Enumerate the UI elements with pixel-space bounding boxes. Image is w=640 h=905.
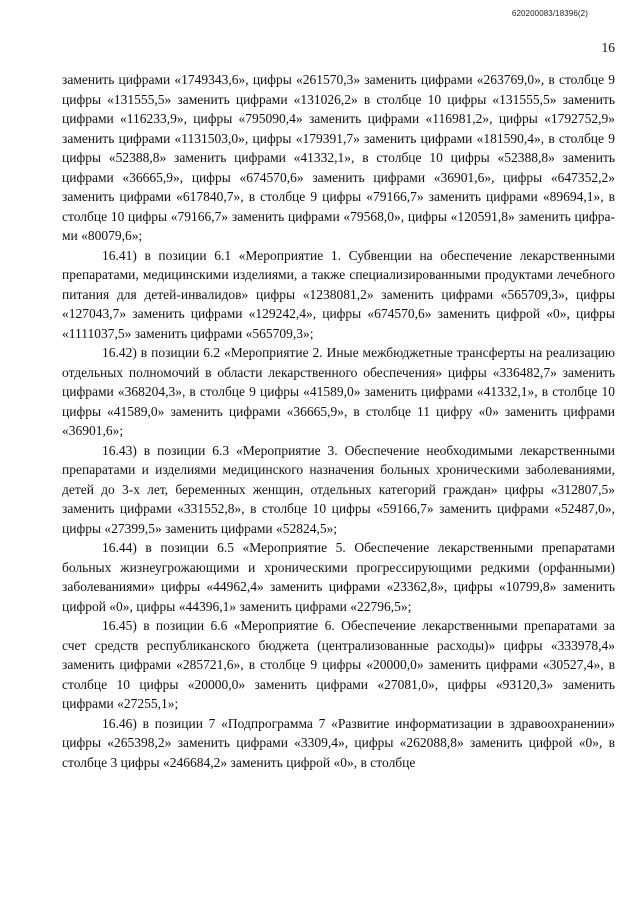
paragraph-16-42: 16.42) в позиции 6.2 «Мероприятие 2. Иные межбюджетные трансферты на реализацию отдельных полномочий в области лекарственного обеспечения» цифры «336482,7» заменить цифрами «368204,3», в столбце 9 цифры «41589,0» заменить цифрами «41332,1», в столбце 10 цифры «41589,0» заменить цифрами «36665,9», в столбце 11 цифру «0» заменить цифрами «36901,6»; — [62, 345, 615, 438]
paragraph-16-41: 16.41) в позиции 6.1 «Мероприятие 1. Субвенции на обеспечение лекарственными препаратами, медицинскими изделиями, а также специализированными продуктами лечебного питания для детей-инвалидов» цифры «1238081,2» заменить цифрами «565709,3», цифры «127043,7» заменить цифрами «129242,4», цифры «674570,6» заменить цифрой «0», цифры «1111037,5» заменить цифрами «565709,3»; — [62, 247, 615, 341]
paragraph-16-44: 16.44) в позиции 6.5 «Мероприятие 5. Обеспечение лекарственными препаратами больных жизнеугрожающими и хроническими прогрессирующими редкими (орфанными) заболеваниями» цифры «44962,4» заменить цифрами «23362,8», цифры «10799,8» заменить цифрой «0», цифры «44396,1» заменить цифрами «22796,5»; — [62, 540, 615, 614]
paragraph-16-45: 16.45) в позиции 6.6 «Мероприятие 6. Обеспечение лекарственными препаратами за счет средств республиканского бюджета (централизованные расходы)» цифры «333978,4» заменить цифрами «285721,6», в столбце 9 цифры «20000,0» заменить цифрами «30527,4», в столбце 10 цифры «20000,0» заменить цифрами «27081,0», цифры «93120,3» заменить цифрами «27255,1»; — [62, 618, 615, 711]
paragraph-continuation: заменить цифрами «1749343,6», цифры «261570,3» заменить цифрами «263769,0», в столбце 9 цифры «131555,5» заменить цифрами «131026,2» в столбце 10 цифры «131555,5» заменить цифрами «116233,9», цифры «795090,4» заменить цифрами «116981,2», цифры «1792752,9» заменить цифрами «1131503,0», цифры «179391,7» заменить цифрами «181590,4», в столбце 9 цифры «52388,8» заменить цифрами «41332,1», в столбце 10 цифры «52388,8» заменить цифрами «36665,9», цифры «674570,6» заменить цифрами «36901,6», цифры «647352,2» заменить цифрами «617840,7», в столбце 9 цифры «79166,7» заменить цифрами «89694,1», в столбце 10 цифры «79166,7» заменить цифрами «79568,0», цифры «120591,8» заменить цифрами «80079,6»; — [62, 72, 615, 243]
page-number: 16 — [601, 40, 615, 55]
paragraph-16-46: 16.46) в позиции 7 «Подпрограмма 7 «Развитие информатизации в здравоохранении» цифры «265398,2» заменить цифрами «3309,4», цифры «262088,8» заменить цифрой «0», в столбце 3 цифры «246684,2» заменить цифрой «0», в столбце — [62, 715, 615, 770]
document-code: 620200083/18396(2) — [511, 9, 588, 18]
document-body — [62, 70, 615, 772]
paragraph-16-43: 16.43) в позиции 6.3 «Мероприятие 3. Обеспечение необходимыми лекарственными препаратами и изделиями медицинского назначения больных хроническими заболеваниями, детей до 3-х лет, беременных женщин, отдельных категорий граждан» цифры «312807,5» заменить цифрами «331552,8», в столбце 10 цифры «59166,7» заменить цифрами «52487,0», цифры «27399,5» заменить цифрами «52824,5»; — [62, 442, 615, 536]
